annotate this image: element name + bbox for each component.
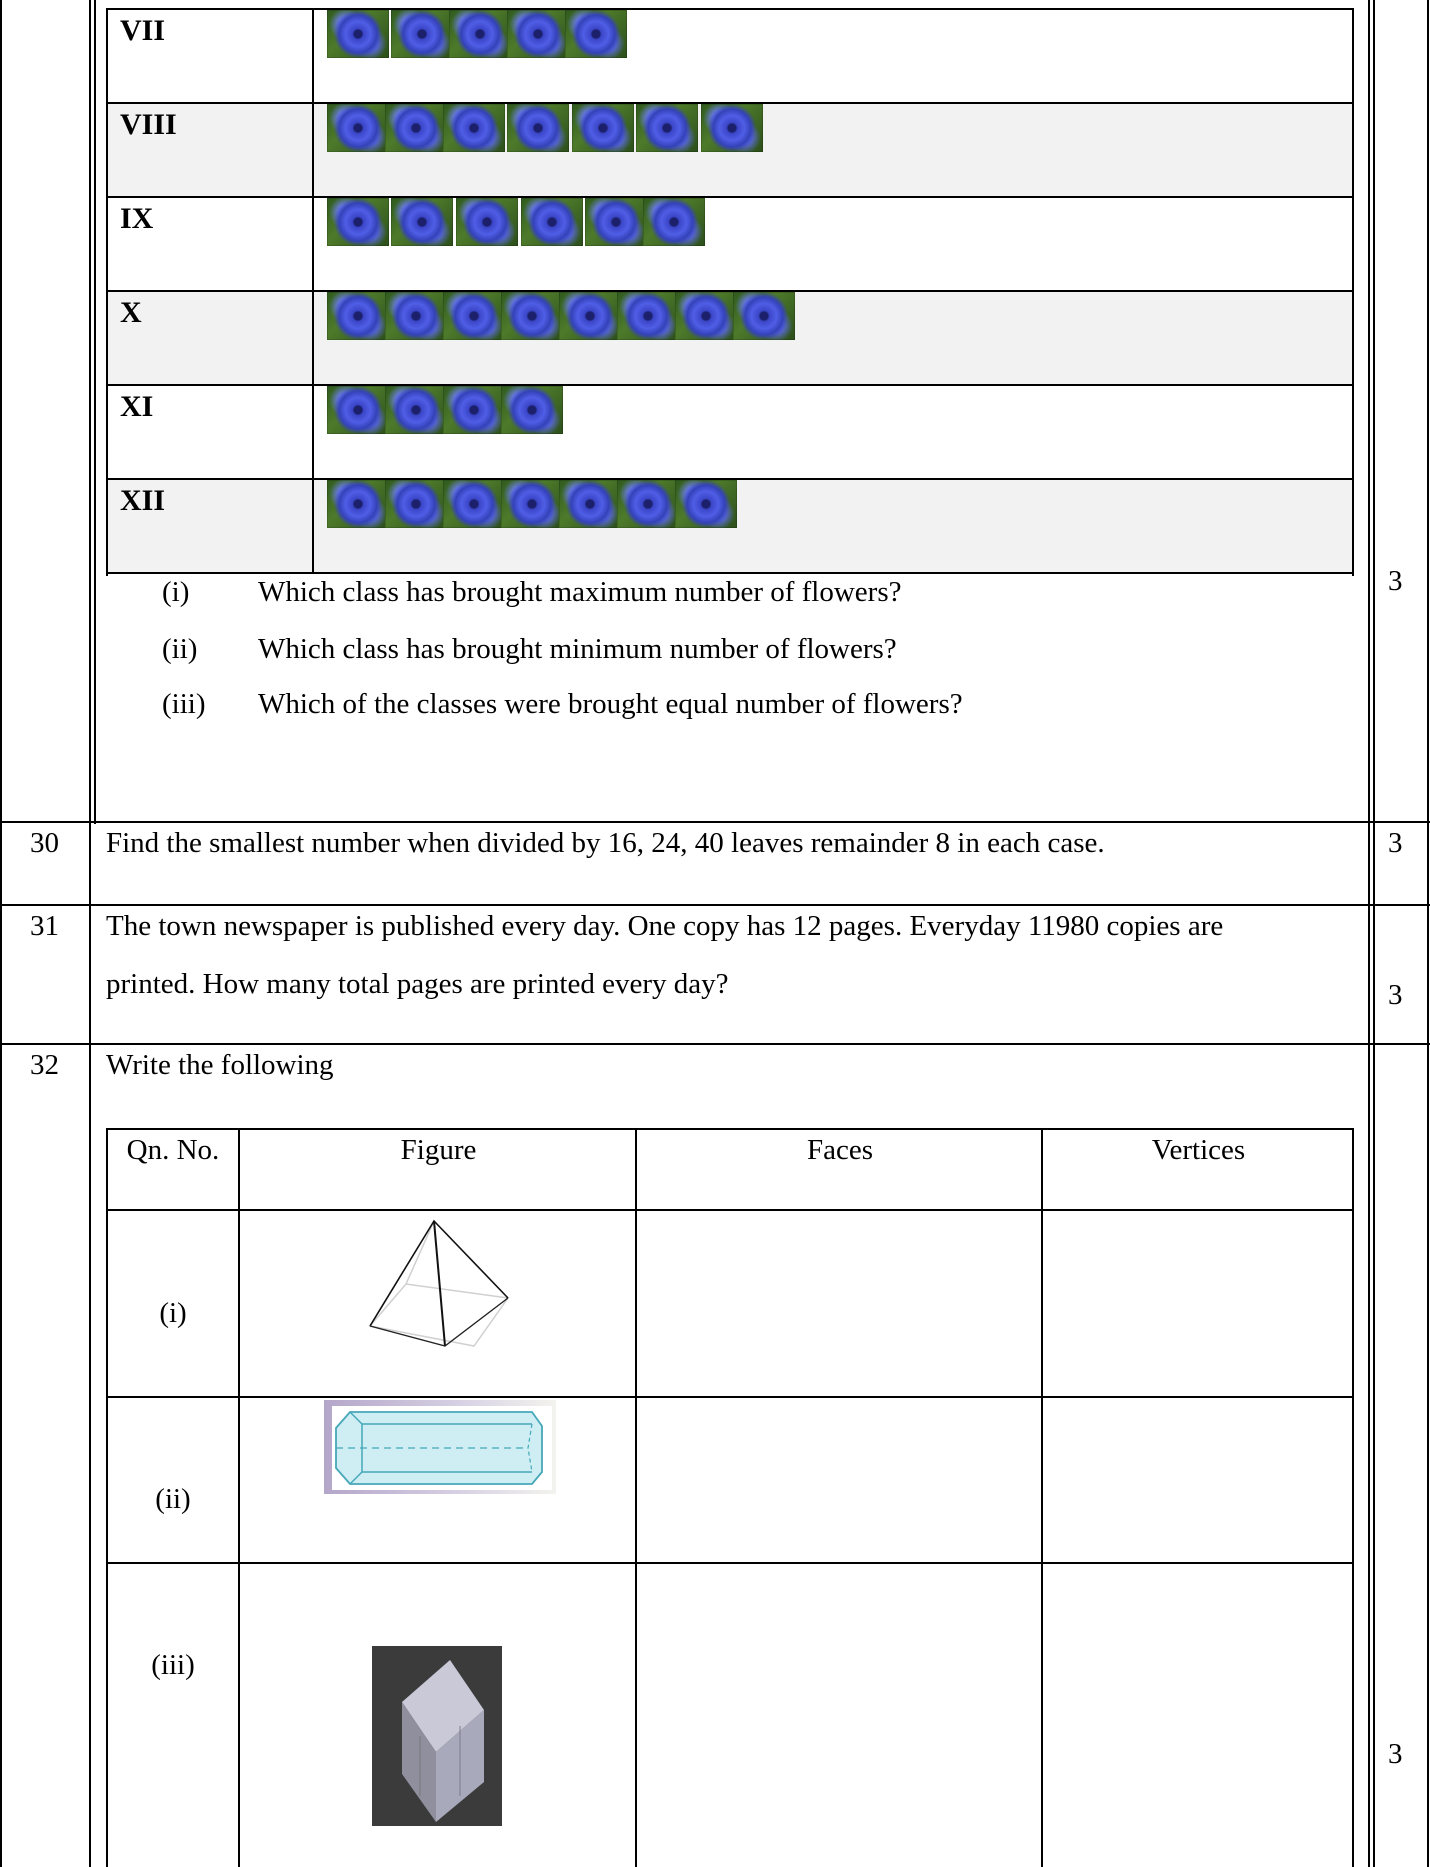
pictograph-row xyxy=(106,478,1354,574)
figure-table-top xyxy=(106,1128,1354,1130)
flower-icon xyxy=(327,480,389,528)
flower-icon xyxy=(443,480,505,528)
flower-icon xyxy=(572,104,634,152)
flower-icon xyxy=(636,104,698,152)
num-col-border-double xyxy=(94,0,96,824)
flower-icon xyxy=(385,386,447,434)
marks-q29: 3 xyxy=(1388,565,1403,597)
marks-col-border xyxy=(1368,0,1370,1867)
rectangular-prism-render xyxy=(372,1646,502,1826)
question-text-line2: printed. How many total pages are printed every day? xyxy=(106,968,729,1000)
figure-table-row-sep xyxy=(106,1396,1354,1398)
flower-icon xyxy=(507,10,569,58)
flower-icon xyxy=(391,198,453,246)
class-label: IX xyxy=(120,202,154,235)
flower-icon xyxy=(559,480,621,528)
num-col-border xyxy=(89,0,91,1867)
pictograph-row xyxy=(106,384,1354,478)
flower-icon xyxy=(327,10,389,58)
question-number: 30 xyxy=(30,827,59,859)
figure-table-header-bottom xyxy=(106,1209,1354,1211)
marks-col-border-double xyxy=(1373,0,1375,1867)
figure-table-col xyxy=(635,1128,637,1867)
flower-icon xyxy=(449,10,511,58)
column-divider xyxy=(312,10,314,102)
header-figure: Figure xyxy=(400,1134,477,1166)
pictograph-row xyxy=(106,8,1354,102)
flower-icon xyxy=(585,198,647,246)
row-sep-q32 xyxy=(0,1043,1430,1045)
flower-icon xyxy=(701,104,763,152)
subquestion-text: Which class has brought minimum number of flowers? xyxy=(258,633,897,665)
class-label: VII xyxy=(120,14,166,47)
prism-render-shape xyxy=(372,1646,502,1826)
flower-icon xyxy=(675,292,737,340)
pictograph-row xyxy=(106,102,1354,196)
column-divider xyxy=(312,104,314,196)
flower-icon xyxy=(565,10,627,58)
flower-icon xyxy=(617,480,679,528)
flower-icon xyxy=(385,480,447,528)
square-pyramid-drawing xyxy=(360,1216,520,1352)
header-vertices: Vertices xyxy=(1151,1134,1246,1166)
flower-icon xyxy=(501,480,563,528)
question-text: Write the following xyxy=(106,1049,334,1081)
pictograph-row xyxy=(106,196,1354,290)
figure-table-col xyxy=(1352,1128,1354,1867)
subquestion-text: Which of the classes were brought equal number of flowers? xyxy=(258,688,963,720)
question-number: 32 xyxy=(30,1049,59,1081)
flower-icon xyxy=(327,198,389,246)
pictograph-right-border xyxy=(1352,8,1354,576)
flower-icon xyxy=(443,386,505,434)
marks-q32: 3 xyxy=(1388,1738,1403,1770)
marks-q31: 3 xyxy=(1388,979,1403,1011)
pictograph-left-border xyxy=(106,8,108,576)
flower-icon xyxy=(617,292,679,340)
subquestion-text: Which class has brought maximum number of flowers? xyxy=(258,576,902,608)
flower-icon xyxy=(456,198,518,246)
row-sep-q31 xyxy=(0,904,1430,906)
header-qn-no: Qn. No. xyxy=(126,1134,220,1166)
flower-icon xyxy=(501,386,563,434)
outer-right-border xyxy=(1427,0,1429,1867)
flower-icon xyxy=(521,198,583,246)
flower-icon xyxy=(675,480,737,528)
column-divider xyxy=(312,480,314,572)
column-divider xyxy=(312,198,314,290)
row-sep-q30 xyxy=(0,821,1430,823)
column-divider xyxy=(312,292,314,384)
outer-left-border xyxy=(0,0,2,1867)
subquestion-num: (iii) xyxy=(162,688,206,720)
flower-icon xyxy=(443,292,505,340)
question-text: Find the smallest number when divided by 16, 24, 40 leaves remainder 8 in each case. xyxy=(106,827,1105,859)
subquestion-num: (ii) xyxy=(162,633,198,665)
figure-table-col xyxy=(1041,1128,1043,1867)
flower-icon xyxy=(327,104,389,152)
flower-icon xyxy=(385,104,447,152)
flower-icon xyxy=(327,386,389,434)
row-number: (i) xyxy=(159,1297,187,1329)
hexagonal-prism-shape xyxy=(332,1406,552,1490)
flower-icon xyxy=(733,292,795,340)
row-number: (ii) xyxy=(155,1483,191,1515)
hexagonal-prism-drawing xyxy=(324,1400,556,1494)
flower-icon xyxy=(443,104,505,152)
flower-icon xyxy=(643,198,705,246)
flower-icon xyxy=(385,292,447,340)
header-faces: Faces xyxy=(806,1134,874,1166)
flower-icon xyxy=(507,104,569,152)
flower-icon xyxy=(391,10,453,58)
pictograph-table xyxy=(106,8,1354,574)
class-label: XII xyxy=(120,484,166,517)
flower-icon xyxy=(559,292,621,340)
row-number: (iii) xyxy=(151,1649,195,1681)
flower-icon xyxy=(501,292,563,340)
question-number: 31 xyxy=(30,910,59,942)
class-label: XI xyxy=(120,390,154,423)
flower-icon xyxy=(327,292,389,340)
marks-q30: 3 xyxy=(1388,827,1403,859)
class-label: X xyxy=(120,296,142,329)
column-divider xyxy=(312,386,314,478)
class-label: VIII xyxy=(120,108,177,141)
pictograph-row xyxy=(106,290,1354,384)
figure-table-row-sep xyxy=(106,1562,1354,1564)
subquestion-num: (i) xyxy=(162,576,190,608)
question-text-line1: The town newspaper is published every day. One copy has 12 pages. Everyday 11980 copies are xyxy=(106,910,1224,942)
